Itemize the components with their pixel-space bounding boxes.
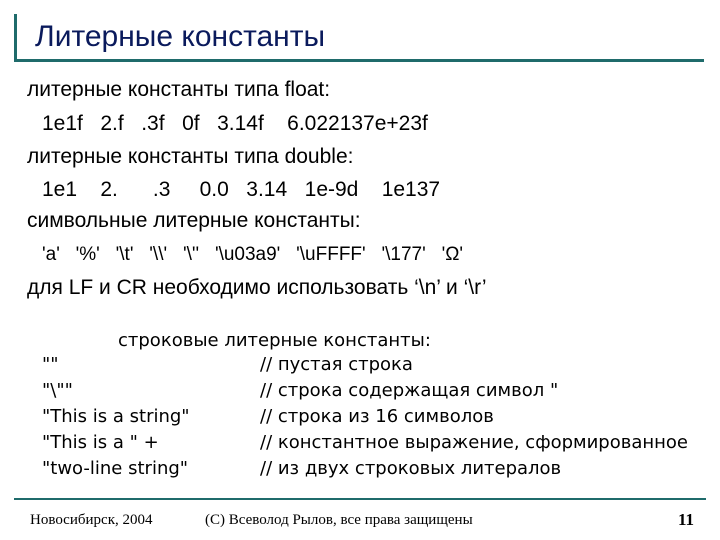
double-label: литерные константы типа double:: [27, 145, 354, 168]
strings-header: строковые литерные константы:: [118, 330, 431, 351]
float-values: 1e1f 2.f .3f 0f 3.14f 6.022137e+23f: [42, 112, 428, 135]
string-code-empty: "": [42, 354, 59, 375]
lf-cr-note: для LF и CR необходимо использовать ‘\n’ и ‘\r’: [27, 276, 487, 299]
string-code-quote: "\"": [42, 380, 73, 401]
string-code-concat-2: "two-line string": [42, 458, 189, 479]
page-title: Литерные константы: [35, 20, 326, 53]
footer-divider: [14, 498, 706, 500]
string-code-concat-1: "This is a " +: [42, 432, 159, 453]
string-comment-concat-1: // константное выражение, сформированное: [260, 432, 689, 453]
float-label: литерные константы типа float:: [27, 78, 331, 101]
string-comment-concat-2: // из двух строковых литералов: [260, 458, 562, 479]
string-comment-quote: // строка содержащая символ ": [260, 380, 559, 401]
string-code-simple: "This is a string": [42, 406, 190, 427]
title-bar: [14, 14, 704, 62]
string-comment-simple: // строка из 16 символов: [260, 406, 494, 427]
string-comment-empty: // пустая строка: [260, 354, 413, 375]
double-values: 1e1 2. .3 0.0 3.14 1e-9d 1e137: [42, 178, 441, 201]
char-label: символьные литерные константы:: [27, 209, 361, 232]
footer-copyright: (С) Всеволод Рылов, все права защищены: [205, 512, 473, 528]
footer-location: Новосибирск, 2004: [30, 512, 153, 528]
char-values: 'a' '%' '\t' '\\' '\'' '\u03a9' '\uFFFF' '\177' 'Ω': [42, 244, 464, 265]
page-number: 11: [678, 510, 695, 529]
